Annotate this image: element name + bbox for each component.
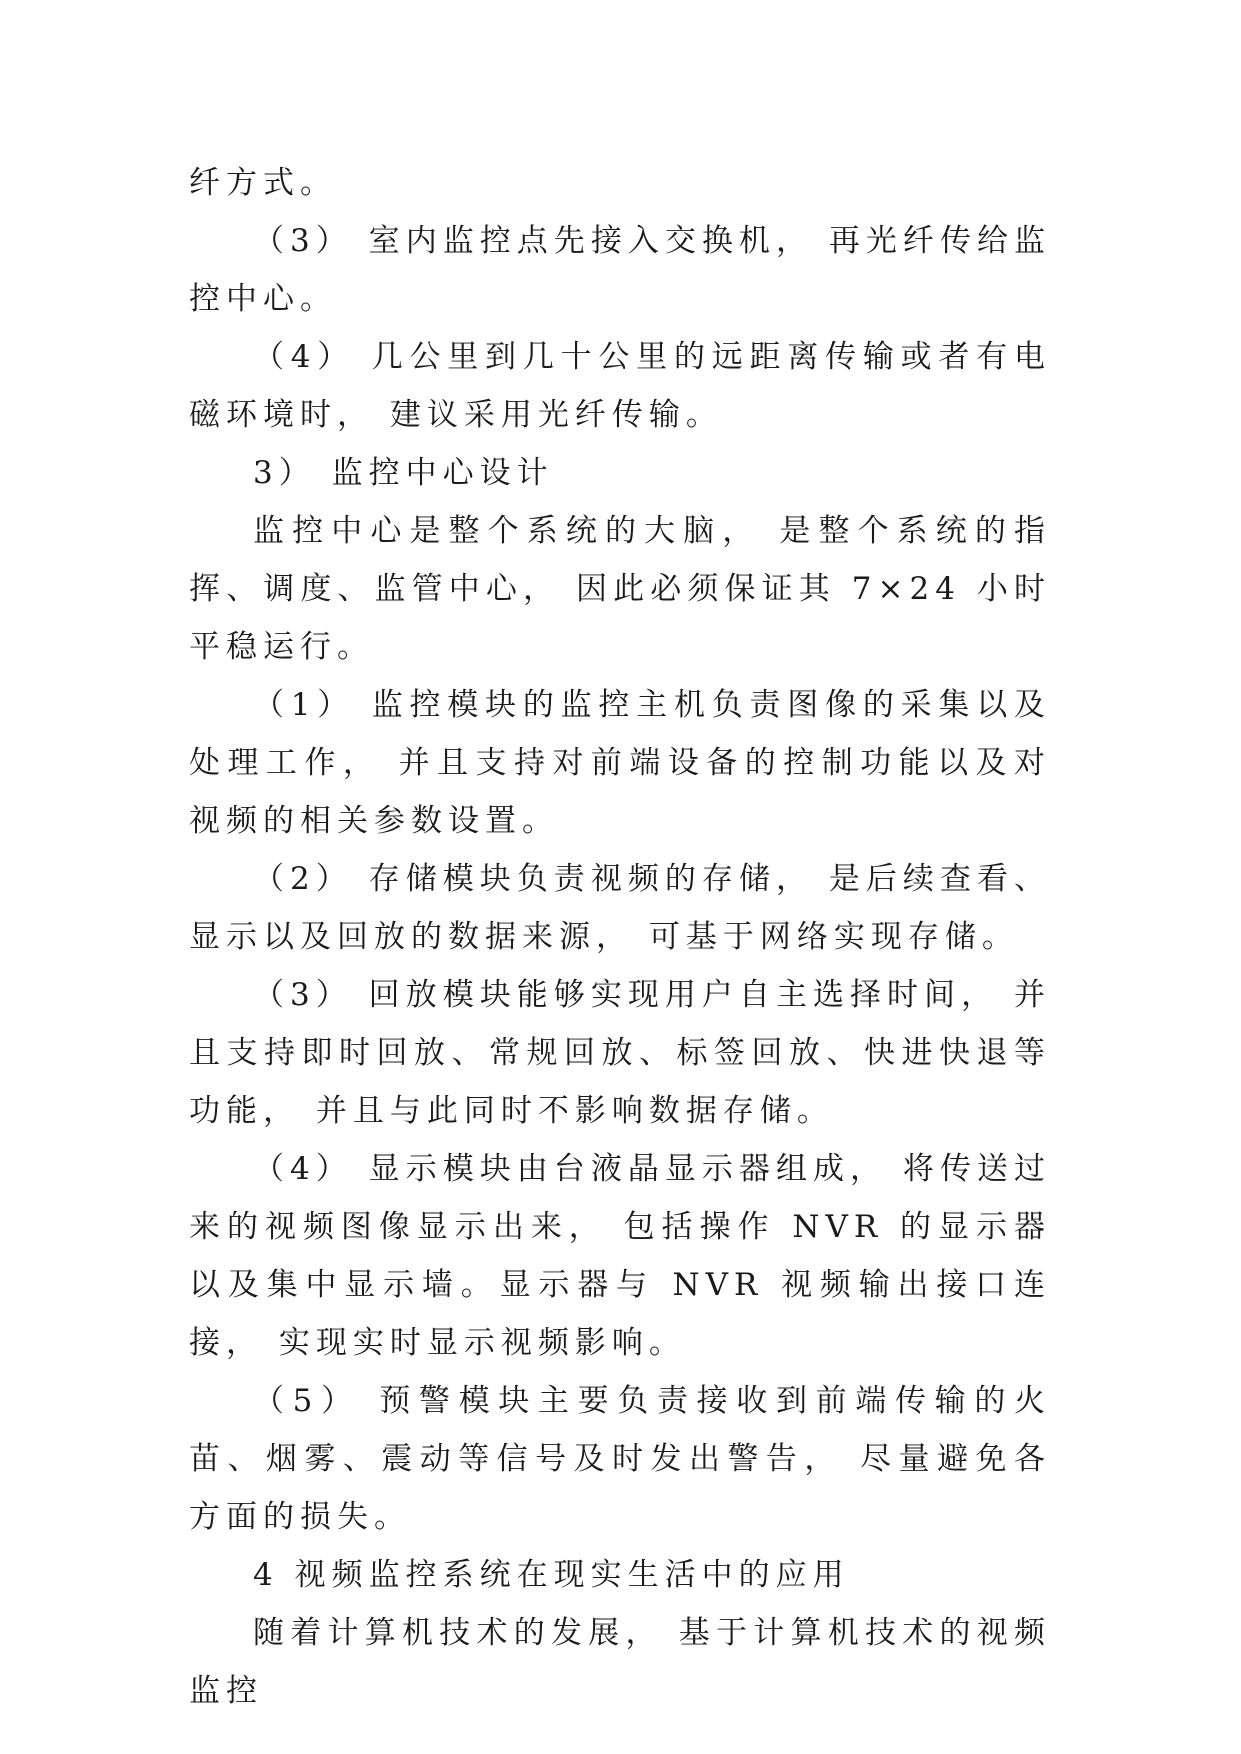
paragraph-item-3-playback-module: （3） 回放模块能够实现用户自主选择时间， 并且支持即时回放、常规回放、标签回放、快进快退等功能， 并且与此同时不影响数据存储。	[189, 977, 1051, 1129]
paragraph-item-4-display-module: （4） 显示模块由台液晶显示器组成， 将传送过来的视频图像显示出来， 包括操作 NVR 的显示器以及集中显示墙。显示器与 NVR 视频输出接口连接， 实现实时显示视频影响。	[189, 1151, 1051, 1361]
paragraph-item-4-long-distance: （4） 几公里到几十公里的远距离传输或者有电磁环境时， 建议采用光纤传输。	[189, 339, 1051, 433]
paragraph-applications-intro: 随着计算机技术的发展， 基于计算机技术的视频监控	[189, 1615, 1051, 1709]
paragraph-monitoring-center-intro: 监控中心是整个系统的大脑， 是整个系统的指挥、调度、监管中心， 因此必须保证其 7×24 小时平稳运行。	[189, 513, 1051, 665]
section-heading-monitoring-center: 3） 监控中心设计	[253, 455, 554, 491]
paragraph-item-3-indoor: （3） 室内监控点先接入交换机， 再光纤传给监控中心。	[189, 223, 1051, 317]
paragraph-item-2-storage-module: （2） 存储模块负责视频的存储， 是后续查看、显示以及回放的数据来源， 可基于网络实现存储。	[189, 861, 1051, 955]
paragraph-item-1-monitor-module: （1） 监控模块的监控主机负责图像的采集以及处理工作， 并且支持对前端设备的控制功能以及对视频的相关参数设置。	[189, 687, 1051, 839]
paragraph-item-5-alarm-module: （5） 预警模块主要负责接收到前端传输的火苗、烟雾、震动等信号及时发出警告， 尽量避免各方面的损失。	[189, 1383, 1051, 1535]
section-heading-applications: 4 视频监控系统在现实生活中的应用	[253, 1557, 850, 1593]
paragraph-continuation: 纤方式。	[189, 165, 337, 201]
body-text	[189, 154, 1051, 1720]
